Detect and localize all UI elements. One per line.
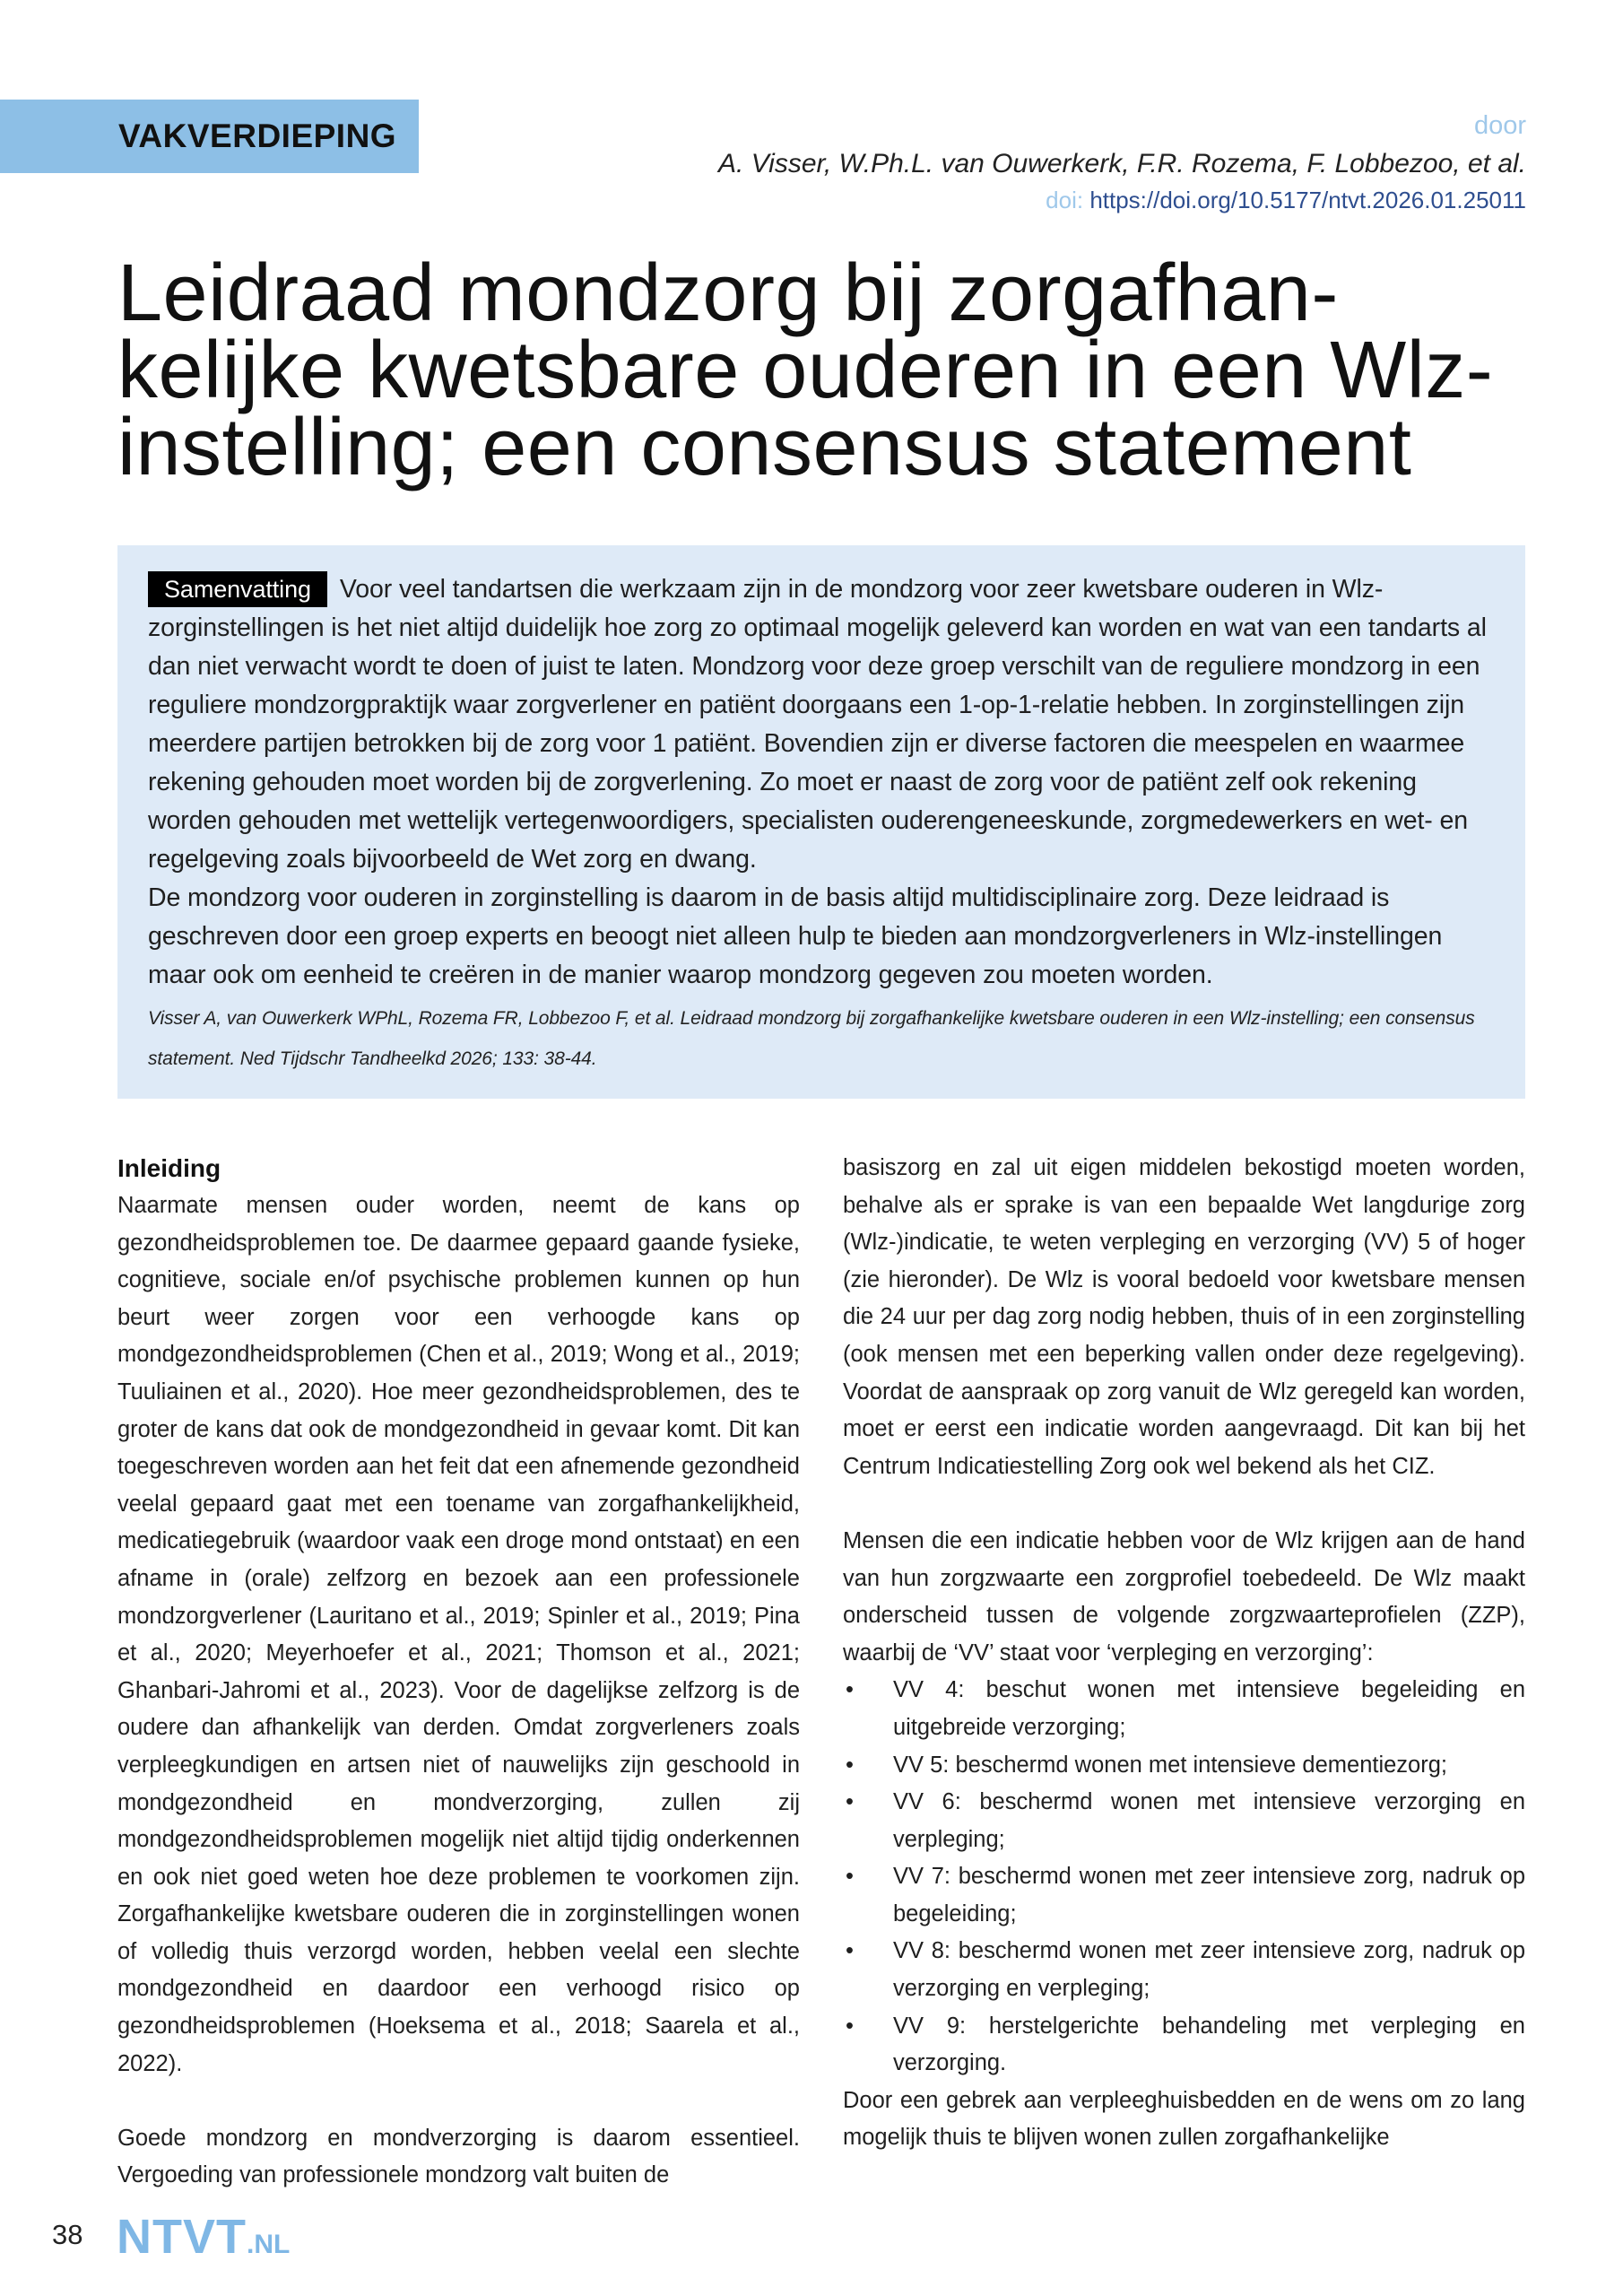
byline-label: door <box>1473 111 1526 140</box>
title-line-3: instelling; een consensus statement <box>117 403 1412 492</box>
body-paragraph: basiszorg en zal uit eigen middelen bekostigd moeten worden, behalve als er sprake is van een bepaalde Wet langdurige zorg (Wlz-)indicatie, te weten verpleging en verzorging (VV) 5 of hoger (zie hieronder). De Wlz is vooral bedoeld voor kwetsbare mensen die 24 uur per dag zorg nodig hebben, thuis of in een zorginstelling (ook mensen met een beperking vallen onder deze regelgeving). Voordat de aanspraak op zorg vanuit de Wlz geregeld kan worden, moet er eerst een indicatie worden aangevraagd. Dit kan bij het Centrum Indicatiestelling Zorg ook wel bekend als het CIZ. <box>843 1155 1525 1479</box>
doi-line <box>1046 187 1526 214</box>
list-item: • VV 5: beschermd wonen met intensieve dementiezorg; <box>843 1747 1525 1785</box>
ntvt-logo <box>117 2209 290 2265</box>
body-column-left <box>117 1150 800 2195</box>
abstract-paragraph-1 <box>148 570 1493 879</box>
list-item: • VV 6: beschermd wonen met intensieve verzorging en verpleging; <box>843 1784 1525 1858</box>
doi-label: doi: <box>1046 187 1084 213</box>
section-heading: Inleiding <box>117 1154 221 1182</box>
list-item: • VV 9: herstelgerichte behandeling met verpleging en verzorging. <box>843 2008 1525 2083</box>
body-paragraph: Mensen die een indicatie hebben voor de Wlz krijgen aan de hand van hun zorgzwaarte een zorgprofiel toebedeeld. De Wlz maakt onderscheid tussen de volgende zorgzwaarteprofielen (ZZP), waarbij de ‘VV’ staat voor ‘verpleging en verzorging’: <box>843 1527 1525 1665</box>
section-tag <box>0 100 419 173</box>
byline-authors: A. Visser, W.Ph.L. van Ouwerkerk, F.R. Rozema, F. Lobbezoo, et al. <box>718 149 1526 178</box>
body-paragraph: Goede mondzorg en mondverzorging is daarom essentieel. Vergoeding van professionele mondzorg valt buiten de <box>117 2125 800 2188</box>
abstract-label: Samenvatting <box>148 571 327 607</box>
abstract-citation: Visser A, van Ouwerkerk WPhL, Rozema FR, Lobbezoo F, et al. Leidraad mondzorg bij zorgafhankelijke kwetsbare ouderen in een Wlz-instelling; een consensus statement. Ned Tijdschr Tandheelkd 2026; 133: 38-44. <box>148 1008 1475 1069</box>
body-column-right <box>843 1150 1525 2157</box>
doi-link[interactable]: https://doi.org/10.5177/ntvt.2026.01.25011 <box>1089 187 1526 213</box>
list-item: • VV 7: beschermd wonen met zeer intensieve zorg, nadruk op begeleiding; <box>843 1858 1525 1933</box>
body-paragraph: Naarmate mensen ouder worden, neemt de kans op gezondheidsproblemen toe. De daarmee gepaard gaande fysieke, cognitieve, sociale en/of psychische problemen kunnen op hun beurt weer zorgen voor een verhoogde kans op mondgezondheidsproblemen (Chen et al., 2019; Wong et al., 2019; Tuuliainen et al., 2020). Hoe meer gezondheidsproblemen, des te groter de kans dat ook de mondgezondheid in gevaar komt. Dit kan toegeschreven worden aan het feit dat een afnemende gezondheid veelal gepaard gaat met een toename van zorgafhankelijkheid, medicatiegebruik (waardoor vaak een droge mond ontstaat) en een afname in (orale) zelfzorg en bezoek aan een professionele mondzorgverlener (Lauritano et al., 2019; Spinler et al., 2019; Pina et al., 2020; Meyerhoefer et al., 2021; Thomson et al., 2021; Ghanbari-Jahromi et al., 2023). Voor de dagelijkse zelfzorg is de oudere dan afhankelijk van derden. Omdat zorgverleners zoals verpleegkundigen en artsen niet of nauwelijks zijn geschoold in mondgezondheid en mondverzorging, zullen zij mondgezondheidsproblemen mogelijk niet altijd tijdig onderkennen en ook niet goed weten hoe deze problemen te voorkomen zijn. Zorgafhankelijke kwetsbare ouderen die in zorginstellingen wonen of volledig thuis verzorgd worden, hebben veelal een slechte mondgezondheid en daardoor een verhoogd risico op gezondheidsproblemen (Hoeksema et al., 2018; Saarela et al., 2022). <box>117 1193 800 2076</box>
article-title <box>117 248 1552 492</box>
page-number: 38 <box>52 2219 83 2250</box>
list-item: • VV 4: beschut wonen met intensieve begeleiding en uitgebreide verzorging; <box>843 1672 1525 1746</box>
zzp-list <box>843 1672 1525 2083</box>
title-line-2: kelijke kwetsbare ouderen in een Wlz- <box>117 326 1494 415</box>
abstract-box <box>117 545 1525 1099</box>
list-item: • VV 8: beschermd wonen met zeer intensieve zorg, nadruk op verzorging en verpleging; <box>843 1933 1525 2007</box>
logo-tld: .NL <box>247 2230 291 2259</box>
abstract-text: Voor veel tandartsen die werkzaam zijn in de mondzorg voor zeer kwetsbare ouderen in Wlz-zorginstellingen is het niet altijd duidelijk hoe zorg zo optimaal mogelijk geleverd kan worden en wat van een tandarts al dan niet verwacht wordt te doen of juist te laten. Mondzorg voor deze groep verschilt van de reguliere mondzorg in een reguliere mondzorgpraktijk waar zorgverlener en patiënt doorgaans een 1-op-1-relatie hebben. In zorginstellingen zijn meerdere partijen betrokken bij de zorg voor 1 patiënt. Bovendien zijn er diverse factoren die meespelen en waarmee rekening gehouden moet worden bij de zorgverlening. Zo moet er naast de zorg voor de patiënt zelf ook rekening worden gehouden met wettelijk vertegenwoordigers, specialisten ouderengeneeskunde, zorgmedewerkers en wet- en regelgeving zoals bijvoorbeeld de Wet zorg en dwang. <box>148 575 1487 874</box>
section-label: VAKVERDIEPING <box>118 117 397 154</box>
logo-main: NTVT <box>117 2210 247 2264</box>
body-paragraph: Door een gebrek aan verpleeghuisbedden en de wens om zo lang mogelijk thuis te blijven wonen zullen zorgafhankelijke <box>843 2087 1525 2151</box>
title-line-1: Leidraad mondzorg bij zorgafhan- <box>117 248 1339 338</box>
abstract-paragraph-2: De mondzorg voor ouderen in zorginstelling is daarom in de basis altijd multidisciplinaire zorg. Deze leidraad is geschreven door een groep experts en beoogt niet alleen hulp te bieden aan mondzorgverleners in Wlz-instellingen maar ook om eenheid te creëren in de manier waarop mondzorg gegeven zou moeten worden. <box>148 883 1443 989</box>
